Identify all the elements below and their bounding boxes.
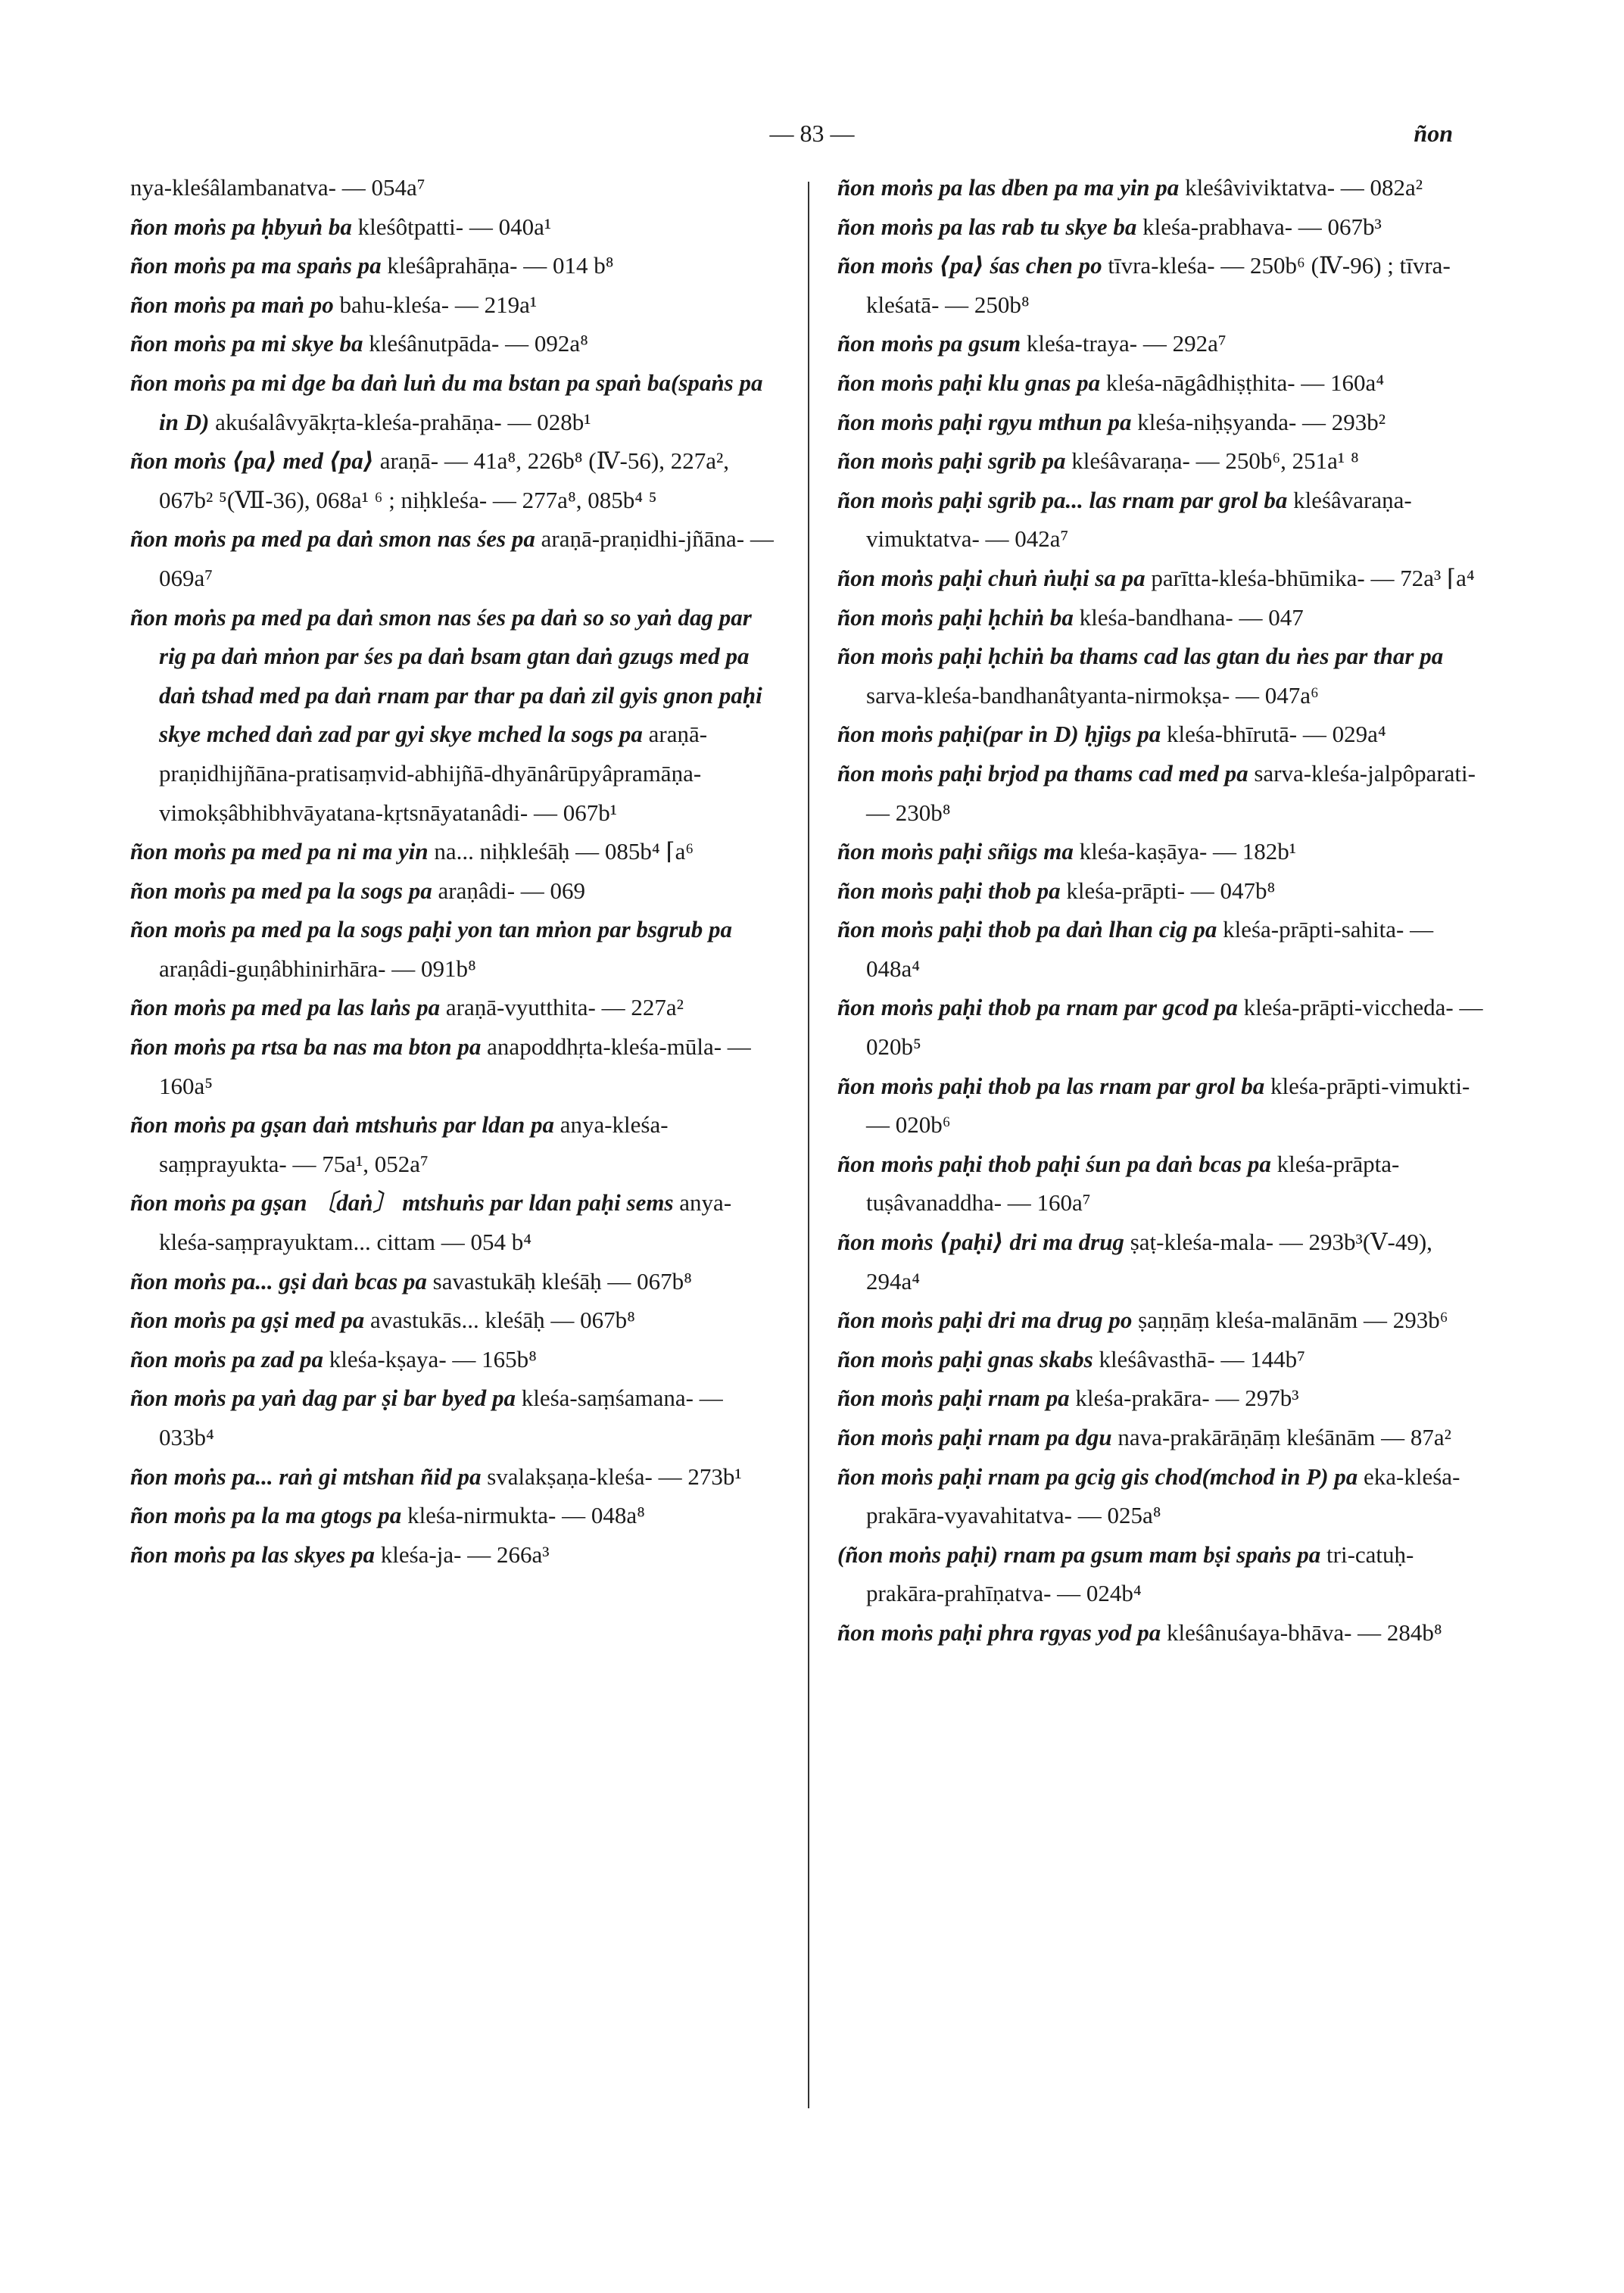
sanskrit-equivalent: kleśa-bhīrutā- — 029a⁴: [1161, 721, 1386, 748]
dictionary-entry: [837, 1379, 1488, 1418]
dictionary-entry: [130, 168, 781, 207]
sanskrit-equivalent: eka-kleśa-prakāra-vyavahitatva- — 025a⁸: [866, 1463, 1460, 1529]
sanskrit-equivalent: kleśa-nāgâdhiṣṭhita- — 160a⁴: [1100, 369, 1385, 396]
sanskrit-equivalent: kleśa-ja- — 266a³: [374, 1541, 550, 1568]
sanskrit-equivalent: anapoddhṛta-kleśa-mūla- — 160a⁵: [159, 1033, 751, 1099]
dictionary-entry: [837, 1418, 1488, 1457]
left-column: [130, 168, 781, 1574]
sanskrit-equivalent: ṣaṇṇāṃ kleśa-malānām — 293b⁶: [1132, 1307, 1448, 1334]
tibetan-term: ñon moṅs pa ma spaṅs pa: [130, 252, 382, 279]
dictionary-entry: [837, 363, 1488, 403]
dictionary-entry: [837, 832, 1488, 871]
tibetan-term: ñon moṅs paḥi sñigs ma: [837, 838, 1074, 865]
sanskrit-equivalent: araṇâdi- — 069: [432, 877, 586, 904]
dictionary-entry: [837, 598, 1488, 637]
sanskrit-equivalent: kleśâviviktatva- — 082a²: [1179, 174, 1423, 201]
dictionary-entry: [837, 246, 1488, 324]
dictionary-entry: [130, 988, 781, 1027]
tibetan-term: ñon moṅs paḥi thob pa las rnam par grol ba: [837, 1072, 1265, 1099]
sanskrit-equivalent: kleśa-prāpta-tuṣâvanaddha- — 160a⁷: [866, 1150, 1400, 1217]
dictionary-entry: [130, 1027, 781, 1105]
column-divider: [808, 182, 809, 2108]
sanskrit-equivalent: kleśâvaraṇa-vimuktatva- — 042a⁷: [866, 486, 1412, 553]
dictionary-entry: [130, 1340, 781, 1379]
sanskrit-equivalent: kleśa-niḥṣyanda- — 293b²: [1131, 408, 1386, 435]
dictionary-entry: [837, 1223, 1488, 1301]
tibetan-term: ñon moṅs pa maṅ po: [130, 291, 334, 318]
dictionary-entry: [837, 1301, 1488, 1340]
dictionary-entry: [837, 1340, 1488, 1379]
sanskrit-equivalent: avastukās... kleśāḥ — 067b⁸: [364, 1307, 635, 1334]
sanskrit-equivalent: kleśa-prāpti- — 047b⁸: [1060, 877, 1276, 904]
tibetan-term: ñon moṅs pa las skyes pa: [130, 1541, 375, 1568]
sanskrit-equivalent: sarva-kleśa-jalpôparati- — 230b⁸: [866, 759, 1476, 826]
tibetan-term: ñon moṅs pa gṣi med pa: [130, 1307, 365, 1334]
tibetan-term: (ñon moṅs paḥi) rnam pa gsum mam bṣi spaṅs pa: [837, 1541, 1321, 1568]
dictionary-entry: [130, 285, 781, 325]
sanskrit-equivalent: bahu-kleśa- — 219a¹: [333, 291, 538, 318]
sanskrit-equivalent: savastukāḥ kleśāḥ — 067b⁸: [426, 1267, 692, 1294]
sanskrit-equivalent: sarva-kleśa-bandhanâtyanta-nirmokṣa- — 047a⁶: [866, 681, 1319, 709]
tibetan-term: ñon moṅs paḥi ḥchiṅ ba thams cad las gtan du ṅes par thar pa: [837, 643, 1444, 670]
tibetan-term: ñon moṅs paḥi sgrib pa... las rnam par grol ba: [837, 486, 1288, 513]
sanskrit-equivalent: parītta-kleśa-bhūmika- — 72a³ ⌈a⁴: [1145, 564, 1475, 591]
tibetan-term: ñon moṅs pa med pa las laṅs pa: [130, 994, 441, 1021]
dictionary-entry: [837, 1145, 1488, 1223]
tibetan-term: ñon moṅs pa med pa daṅ smon nas śes pa: [130, 525, 535, 553]
dictionary-entry: [130, 1535, 781, 1575]
dictionary-entry: [130, 324, 781, 363]
tibetan-term: ñon moṅs pa... raṅ gi mtshan ñid pa: [130, 1463, 482, 1490]
sanskrit-equivalent: kleśâvasthā- — 144b⁷: [1093, 1345, 1305, 1372]
sanskrit-equivalent: ṣaṭ-kleśa-mala- — 293b³(Ⅴ-49), 294a⁴: [866, 1229, 1432, 1294]
dictionary-entry: [130, 871, 781, 911]
tibetan-term: ñon moṅs pa yaṅ dag par ṣi bar byed pa: [130, 1385, 516, 1412]
sanskrit-equivalent: araṇā- — 41a⁸, 226b⁸ (Ⅳ-56), 227a², 067b² ⁵(Ⅶ-36), 068a¹ ⁶ ; niḥkleśa- — 277a⁸, 085b⁴ ⁵: [159, 447, 729, 513]
tibetan-term: ñon moṅs paḥi phra rgyas yod pa: [837, 1618, 1161, 1646]
sanskrit-equivalent: araṇā-praṇidhi-jñāna- — 069a⁷: [159, 525, 774, 591]
sanskrit-equivalent: kleśa-prabhava- — 067b³: [1136, 213, 1382, 240]
sanskrit-equivalent: anya-kleśa-saṃprayukta- — 75a¹, 052a⁷: [159, 1111, 669, 1177]
sanskrit-equivalent: kleśôtpatti- — 040a¹: [351, 213, 552, 240]
tibetan-term: ñon moṅs paḥi brjod pa thams cad med pa: [837, 759, 1248, 787]
tibetan-term: ñon moṅs pa med pa la sogs pa: [130, 877, 432, 904]
sanskrit-equivalent: nya-kleśâlambanatva- — 054a⁷: [130, 174, 425, 201]
sanskrit-equivalent: akuśalâvyākṛta-kleśa-prahāṇa- — 028b¹: [209, 408, 591, 435]
dictionary-entry: [130, 910, 781, 988]
tibetan-term: ñon moṅs pa med pa la sogs paḥi yon tan mṅon par bsgrub pa: [130, 916, 732, 943]
dictionary-entry: [837, 441, 1488, 481]
tibetan-term: ñon moṅs pa rtsa ba nas ma bton pa: [130, 1033, 482, 1061]
tibetan-term: ñon moṅs pa mi skye ba: [130, 330, 363, 357]
tibetan-term: ñon moṅs paḥi gnas skabs: [837, 1345, 1093, 1372]
tibetan-term: ñon moṅs paḥi sgrib pa: [837, 447, 1066, 475]
dictionary-entry: [837, 168, 1488, 207]
dictionary-entry: [130, 441, 781, 519]
dictionary-entry: [837, 324, 1488, 363]
dictionary-entry: [130, 832, 781, 871]
sanskrit-equivalent: kleśa-saṃśamana- — 033b⁴: [159, 1385, 723, 1450]
sanskrit-equivalent: kleśâprahāṇa- — 014 b⁸: [381, 252, 614, 279]
sanskrit-equivalent: na... niḥkleśāḥ — 085b⁴ ⌈a⁶: [428, 838, 694, 865]
tibetan-term: ñon moṅs pa mi dge ba daṅ luṅ du ma bstan pa spaṅ ba(spaṅs pa in D): [130, 369, 763, 435]
dictionary-entry: [837, 1457, 1488, 1535]
dictionary-entry: [130, 1301, 781, 1340]
dictionary-entry: [130, 1262, 781, 1301]
dictionary-entry: [837, 910, 1488, 988]
tibetan-term: ñon moṅs pa gsum: [837, 330, 1021, 357]
dictionary-entry: [837, 637, 1488, 715]
dictionary-entry: [837, 1613, 1488, 1653]
sanskrit-equivalent: kleśâvaraṇa- — 250b⁶, 251a¹ ⁸: [1065, 447, 1359, 475]
sanskrit-equivalent: kleśa-bandhana- — 047: [1073, 603, 1304, 631]
dictionary-entry: [130, 1457, 781, 1497]
right-column: [837, 168, 1488, 1653]
sanskrit-equivalent: nava-prakārāṇāṃ kleśānām — 87a²: [1111, 1424, 1451, 1450]
dictionary-entry: [837, 1535, 1488, 1613]
dictionary-entry: [130, 363, 781, 441]
tibetan-term: ñon moṅs pa gṣan 〔daṅ〕 mtshuṅs par ldan paḥi sems: [130, 1189, 674, 1217]
dictionary-entry: [837, 988, 1488, 1066]
dictionary-entry: [130, 1183, 781, 1261]
sanskrit-equivalent: kleśânuśaya-bhāva- — 284b⁸: [1161, 1618, 1442, 1646]
sanskrit-equivalent: anya-kleśa-saṃprayuktam... cittam — 054 b⁴: [159, 1189, 732, 1256]
dictionary-entry: [837, 559, 1488, 598]
tibetan-term: ñon moṅs pa la ma gtogs pa: [130, 1502, 402, 1529]
dictionary-entry: [130, 246, 781, 285]
tibetan-term: ñon moṅs pa zad pa: [130, 1345, 323, 1372]
tibetan-term: ñon moṅs paḥi rnam pa dgu: [837, 1424, 1112, 1450]
dictionary-entry: [130, 1379, 781, 1456]
sanskrit-equivalent: kleśa-prāpti-sahita- — 048a⁴: [866, 916, 1434, 982]
dictionary-entry: [130, 519, 781, 597]
dictionary-entry: [837, 481, 1488, 559]
tibetan-term: ñon moṅs paḥi rnam pa: [837, 1385, 1070, 1412]
sanskrit-equivalent: svalakṣaṇa-kleśa- — 273b¹: [481, 1463, 742, 1490]
tibetan-term: ñon moṅs paḥi thob paḥi śun pa daṅ bcas pa: [837, 1150, 1271, 1177]
sanskrit-equivalent: kleśa-prāpti-vimukti- — 020b⁶: [866, 1072, 1470, 1139]
sanskrit-equivalent: kleśa-prāpti-viccheda- — 020b⁵: [866, 994, 1483, 1061]
running-head: ñon: [1414, 120, 1453, 147]
tibetan-term: ñon moṅs paḥi klu gnas pa: [837, 369, 1101, 396]
tibetan-term: ñon moṅs pa... gṣi daṅ bcas pa: [130, 1267, 427, 1294]
dictionary-entry: [130, 598, 781, 833]
dictionary-entry: [130, 1105, 781, 1183]
tibetan-term: ñon moṅs pa las dben pa ma yin pa: [837, 174, 1180, 201]
dictionary-entry: [837, 403, 1488, 442]
tibetan-term: ñon moṅs paḥi dri ma drug po: [837, 1307, 1133, 1334]
sanskrit-equivalent: kleśa-kaṣāya- — 182b¹: [1073, 838, 1297, 865]
tibetan-term: ñon moṅs pa med pa ni ma yin: [130, 838, 429, 865]
sanskrit-equivalent: kleśânutpāda- — 092a⁸: [363, 330, 588, 357]
tibetan-term: ñon moṅs pa ḥbyuṅ ba: [130, 213, 352, 240]
dictionary-entry: [837, 1067, 1488, 1145]
tibetan-term: ñon moṅs paḥi rgyu mthun pa: [837, 408, 1132, 435]
sanskrit-equivalent: kleśa-prakāra- — 297b³: [1069, 1385, 1299, 1412]
dictionary-entry: [837, 715, 1488, 754]
sanskrit-equivalent: araṇâdi-guṇâbhinirhāra- — 091b⁸: [159, 955, 476, 982]
page-number: — 83 —: [769, 120, 855, 147]
dictionary-entry: [837, 207, 1488, 247]
dictionary-entry: [837, 754, 1488, 832]
sanskrit-equivalent: kleśa-kṣaya- — 165b⁸: [323, 1345, 537, 1372]
sanskrit-equivalent: tri-catuḥ-prakāra-prahīṇatva- — 024b⁴: [866, 1541, 1414, 1607]
tibetan-term: ñon moṅs ⟨pa⟩ med ⟨pa⟩: [130, 447, 374, 475]
tibetan-term: ñon moṅs paḥi thob pa rnam par gcod pa: [837, 994, 1238, 1021]
tibetan-term: ñon moṅs paḥi rnam pa gcig gis chod(mchod in P) pa: [837, 1463, 1358, 1490]
sanskrit-equivalent: kleśa-traya- — 292a⁷: [1021, 330, 1227, 357]
tibetan-term: ñon moṅs pa med pa daṅ smon nas śes pa daṅ so so yaṅ dag par rig pa daṅ mṅon par śes pa daṅ bsam gtan daṅ gzugs med pa daṅ tshad med pa daṅ rnam par thar pa daṅ zil gyis gnon paḥi skye mched daṅ zad par gyi skye mched la sogs pa: [130, 603, 762, 748]
sanskrit-equivalent: araṇā-vyutthita- — 227a²: [440, 994, 684, 1021]
tibetan-term: ñon moṅs pa gṣan daṅ mtshuṅs par ldan pa: [130, 1111, 554, 1139]
tibetan-term: ñon moṅs ⟨pa⟩ śas chen po: [837, 252, 1102, 279]
sanskrit-equivalent: tīvra-kleśa- — 250b⁶ (Ⅳ-96) ; tīvra-kleśatā- — 250b⁸: [866, 252, 1451, 318]
tibetan-term: ñon moṅs paḥi ḥchiṅ ba: [837, 603, 1074, 631]
tibetan-term: ñon moṅs ⟨paḥi⟩ dri ma drug: [837, 1229, 1124, 1256]
sanskrit-equivalent: kleśa-nirmukta- — 048a⁸: [401, 1502, 645, 1529]
tibetan-term: ñon moṅs paḥi thob pa: [837, 877, 1061, 904]
tibetan-term: ñon moṅs pa las rab tu skye ba: [837, 213, 1137, 240]
sanskrit-equivalent: araṇā-praṇidhijñāna-pratisaṃvid-abhijñā-dhyānârūpyâpramāṇa-vimokṣâbhibhvāyatana-kṛtsnāyatanâdi- — 067b¹: [159, 721, 708, 826]
tibetan-term: ñon moṅs paḥi thob pa daṅ lhan cig pa: [837, 916, 1217, 943]
dictionary-entry: [130, 207, 781, 247]
tibetan-term: ñon moṅs paḥi(par in D) ḥjigs pa: [837, 721, 1161, 748]
page-header: [0, 120, 1624, 153]
dictionary-entry: [837, 871, 1488, 911]
dictionary-entry: [130, 1496, 781, 1535]
tibetan-term: ñon moṅs paḥi chuṅ ṅuḥi sa pa: [837, 564, 1146, 591]
